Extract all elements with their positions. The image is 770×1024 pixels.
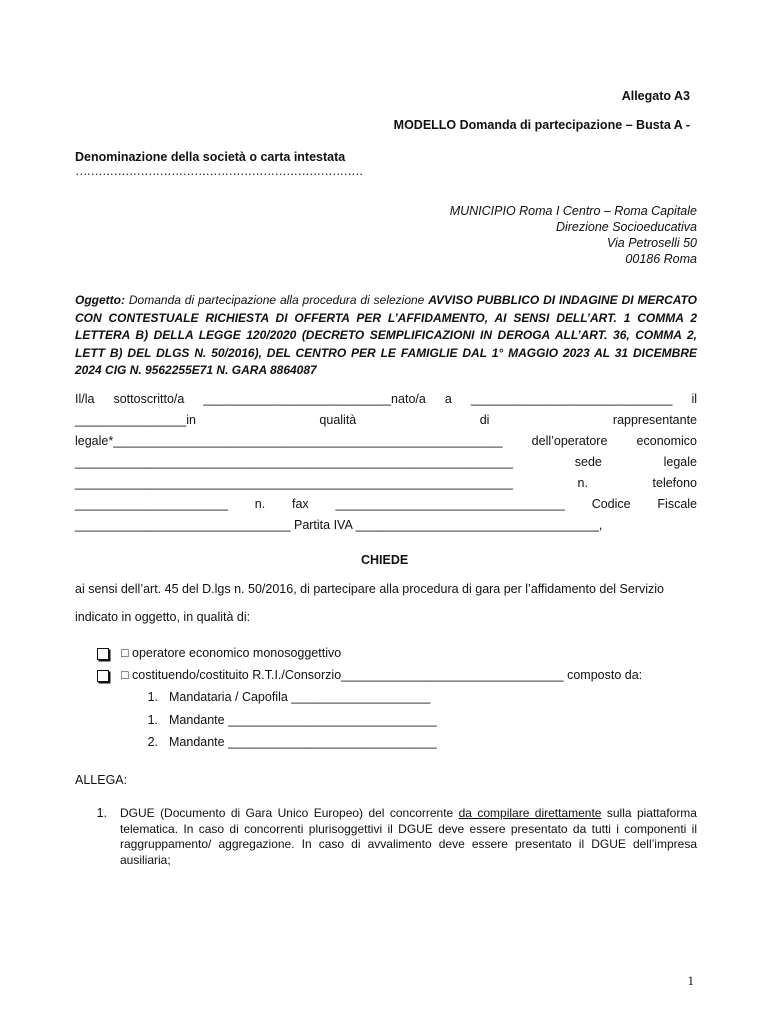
form-row-3 (75, 434, 697, 448)
sub-item-number: 2. (147, 735, 158, 749)
sub-item-mandante: Mandante ______________________________ (169, 735, 437, 749)
option-monosoggettivo: □ operatore economico monosoggettivo (121, 646, 342, 660)
chiede-line1 (75, 582, 697, 596)
denominazione-label: Denominazione della società o carta intestata (75, 150, 346, 164)
form-text: ___________________________nato/a (203, 392, 426, 406)
sub-item-mandante: Mandante ______________________________ (169, 713, 437, 727)
form-text: di (479, 413, 490, 427)
form-text: qualità (319, 413, 357, 427)
chiede-title: CHIEDE (361, 553, 409, 567)
allegato-label: Allegato A3 (621, 89, 690, 103)
form-text: Codice (591, 497, 631, 511)
oggetto-bold-text: AVVISO PUBBLICO DI INDAGINE DI MERCATO CON CONTESTUALE RICHIESTA DI OFFERTA PER L’AFFIDAMENTO, AI SENSI DELL’ART. 1 COMMA 2 LETTERA B) DELLA LEGGE 120/2020 (DECRETO SEMPLIFICAZIONI IN DEROGA ALL’ART. 36, COMMA 2, LETT B) DEL DLGS N. 50/2016), DEL CENTRO PER LE FAMIGLIE DAL 1° MAGGIO 2023 AL 31 DICEMBRE 2024 CIG N. 9562255E71 N. GARA 8864087 (75, 293, 698, 377)
allega-title: ALLEGA: (75, 773, 128, 787)
form-text: economico (636, 434, 697, 448)
form-text: _____________________________ (470, 392, 673, 406)
form-text: n. (254, 497, 266, 511)
form-row-7: _______________________________ Partita IVA ___________________________________, (75, 518, 603, 532)
address-line1: MUNICIPIO Roma I Centro – Roma Capitale (449, 204, 697, 218)
form-text: Fiscale (657, 497, 697, 511)
sub-item-number: 1. (147, 690, 158, 704)
allega-underlined-text: da compilare direttamente (458, 806, 602, 820)
form-text: sede (574, 455, 602, 469)
checkbox-icon[interactable] (97, 670, 109, 682)
form-row-5 (75, 476, 697, 490)
form-text: ________________in (75, 413, 196, 427)
chiede-line2: indicato in oggetto, in qualità di: (75, 610, 251, 624)
checkbox-icon[interactable] (97, 648, 109, 660)
form-text: _______________________________________________________________ (75, 455, 513, 469)
form-text: legale (663, 455, 697, 469)
form-text: legale*________________________________________________________ (75, 434, 503, 448)
allega-item-number: 1. (96, 806, 107, 820)
form-row-2 (75, 413, 697, 427)
sub-item-mandataria: Mandataria / Capofila ____________________ (169, 690, 431, 704)
address-line4: 00186 Roma (625, 252, 697, 266)
form-text: a (444, 392, 452, 406)
option-rti-consorzio: □ costituendo/costituito R.T.I./Consorzio________________________________ composto da: (121, 668, 643, 682)
form-row-1 (75, 392, 697, 406)
page-number: 1 (687, 973, 694, 988)
form-row-4 (75, 455, 697, 469)
form-text: telefono (652, 476, 697, 490)
address-line3: Via Petroselli 50 (606, 236, 697, 250)
address-line2: Direzione Socioeducativa (555, 220, 697, 234)
denominazione-dots: ………………………………………………………………… (75, 164, 363, 178)
oggetto-intro: Domanda di partecipazione alla procedura di selezione (125, 293, 429, 307)
form-text: fax (291, 497, 309, 511)
form-text: _________________________________ (335, 497, 565, 511)
form-text: il (691, 392, 697, 406)
oggetto-paragraph (75, 292, 697, 380)
allega-item-dgue (120, 806, 697, 868)
form-text: ______________________ (75, 497, 228, 511)
form-text: rappresentante (612, 413, 697, 427)
form-text: dell’operatore (531, 434, 608, 448)
form-text: sottoscritto/a (113, 392, 185, 406)
form-row-6 (75, 497, 697, 511)
chiede-text: ai sensi dell’art. 45 del D.lgs n. 50/2016, di partecipare alla procedura di gara per l’affidamento del Servizio (75, 582, 665, 596)
sub-item-number: 1. (147, 713, 158, 727)
modello-title: MODELLO Domanda di partecipazione – Busta A - (393, 118, 690, 132)
oggetto-label: Oggetto: (75, 293, 125, 307)
form-text: Il/la (75, 392, 95, 406)
form-text: n. (577, 476, 588, 490)
form-text: _______________________________________________________________ (75, 476, 513, 490)
allega-text: DGUE (Documento di Gara Unico Europeo) del concorrente (120, 806, 459, 820)
allega-text: sulla piattaforma telematica. In caso di concorrenti plurisoggettivi il DGUE deve essere presentato da tutti i componenti il raggruppamento/ aggregazione. In caso di avvalimento deve essere presentato il DGUE dell’impresa ausiliaria; (120, 806, 697, 867)
